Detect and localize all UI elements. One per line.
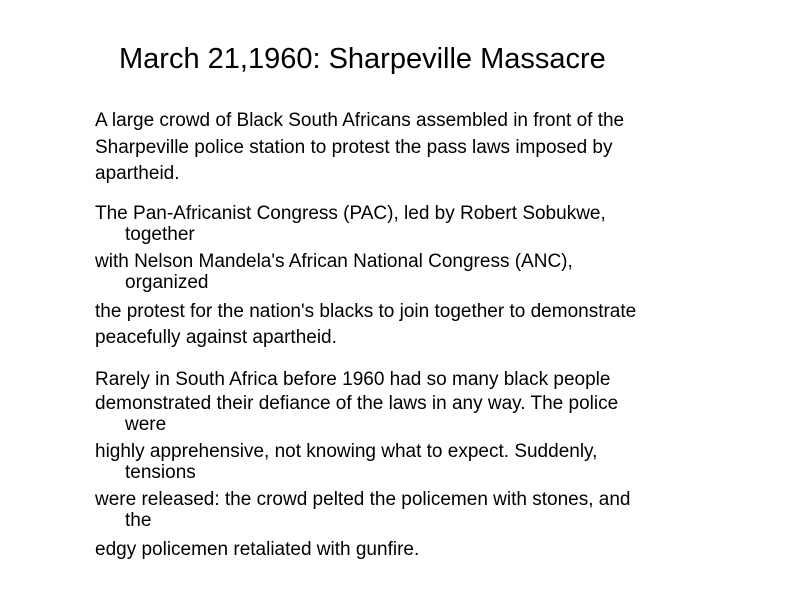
text-line: edgy policemen retaliated with gunfire.	[95, 539, 420, 560]
text-line: highly apprehensive, not knowing what to expect. Suddenly,	[95, 441, 598, 462]
wrapped-text: together	[125, 223, 195, 245]
text-line: apartheid.	[95, 163, 180, 184]
wrapped-text: organized	[125, 271, 209, 293]
text-line: Sharpeville police station to protest the pass laws imposed by	[95, 136, 613, 158]
text-line: Rarely in South Africa before 1960 had so many black people	[95, 368, 611, 390]
text-line: A large crowd of Black South Africans assembled in front of the	[95, 110, 625, 131]
text-line: with Nelson Mandela's African National Congress (ANC),	[95, 250, 573, 272]
text-line: The Pan-Africanist Congress (PAC), led by Robert Sobukwe,	[95, 202, 606, 224]
paragraph	[95, 203, 755, 352]
slide-title: March 21,1960: Sharpeville Massacre	[119, 43, 606, 75]
text-line: peacefully against apartheid.	[95, 327, 337, 348]
wrapped-text: the	[125, 510, 152, 531]
slide-body	[95, 108, 755, 579]
wrapped-text: tensions	[125, 462, 196, 483]
text-line: demonstrated their defiance of the laws in any way. The police	[95, 393, 619, 414]
paragraph	[95, 108, 755, 188]
text-line: were released: the crowd pelted the policemen with stones, and	[95, 489, 631, 510]
paragraph	[95, 367, 755, 564]
text-line: the protest for the nation's blacks to join together to demonstrate	[95, 300, 637, 322]
wrapped-text: were	[125, 414, 167, 435]
